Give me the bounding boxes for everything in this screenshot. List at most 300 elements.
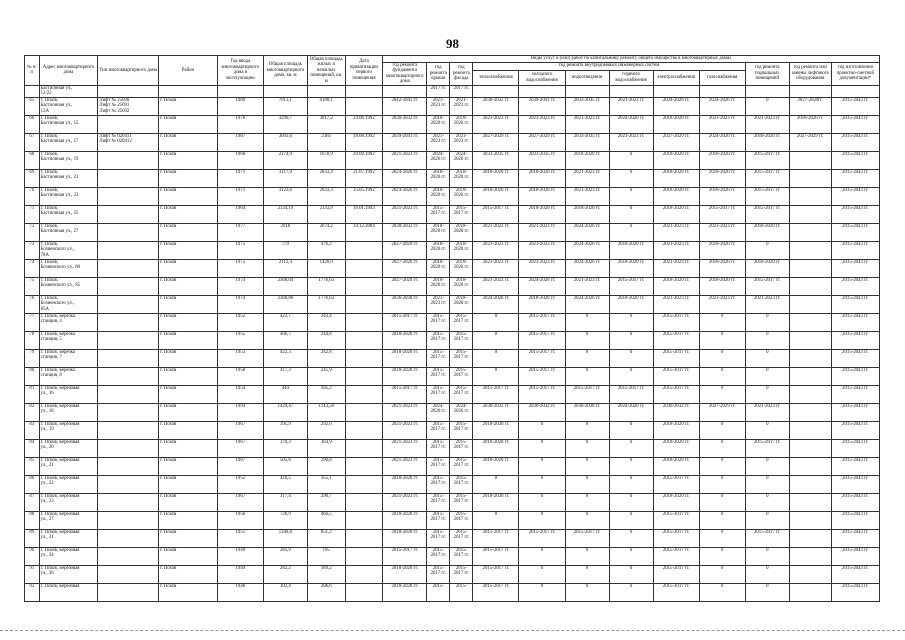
cell-gas: 2021-2023 гг. [699,295,745,313]
cell-basement: 0 [745,367,789,385]
cell-living: 2833,3 [307,187,345,205]
cell-elec: 2021-2023 гг. [653,241,699,259]
cell-living: 2133,8 [307,205,345,223]
cell-heat: 2018-2020 гг. [473,457,519,475]
cell-total: 2918 [263,223,307,241]
cell-foundation: 2036-2038 гг. [383,295,427,313]
cell-living: 296,7 [307,493,345,511]
cell-heat: 2021-2023 гг. [473,223,519,241]
cell-elevator [789,349,831,367]
cell-cold: 0 [519,565,565,583]
cell-hot: 0 [609,187,653,205]
cell-foundation: 2018-2020 гг. [383,475,427,493]
cell-cold: 2015-2017 гг. [519,385,565,403]
cell-num: 89 [25,529,40,547]
header-drainage: водоотведения [565,70,609,85]
cell-facade: 2018-2020 гг. [450,223,473,241]
cell-facade: 2018-2020 гг. [450,187,473,205]
cell-gas: 2018-2020 гг. [699,151,745,169]
cell-cold [519,85,565,97]
cell-line: Лифт № 25690 [99,97,130,103]
cell-year: 1967 [217,421,263,439]
cell-living: 3017,2 [307,115,345,133]
cell-living: 1420,6 [307,259,345,277]
cell-psd: 2015-2043 гг. [831,547,879,565]
table-row [25,529,880,547]
cell-year: 1967 [217,439,263,457]
table-row [25,457,880,475]
cell-facade: 2015-2017 гг. [450,349,473,367]
cell-priv [345,241,383,259]
cell-elevator [789,457,831,475]
cell-line: станция, 8 [40,373,62,379]
table-row [25,439,880,457]
cell-total: 2112,4 [263,259,307,277]
cell-foundation: 2021-2023 гг. [383,439,427,457]
cell-basement: 2018-2020 гг. [745,133,789,151]
cell-hot: 0 [609,475,653,493]
cell-heat: 2024-2026 гг. [473,295,519,313]
page-bottom-edge [0,630,905,631]
cell-total: 3117,9 [263,169,307,187]
cell-facade: 2015-2017 гг. [450,565,473,583]
cell-priv [345,583,383,601]
table-row [25,313,880,331]
cell-facade: 2015-2017 гг. [450,367,473,385]
cell-cold: 0 [519,475,565,493]
cell-psd: 2015-2043 гг. [831,97,879,115]
cell-living: 1678,9 [307,151,345,169]
cell-num: 91 [25,565,40,583]
cell-gas: 0 [699,331,745,349]
cell-address [39,97,98,115]
cell-hot: 0 [609,529,653,547]
cell-line: ул., 19 [40,427,54,433]
cell-basement: 2018-2020 гг. [745,259,789,277]
cell-heat: 2021-2023 гг. [473,259,519,277]
cell-roof: 2024-2026 гг. [427,151,450,169]
table-row [25,277,880,295]
cell-priv: 25.05.1992 [345,187,383,205]
cell-cold: 0 [519,421,565,439]
cell-address [39,439,98,457]
cell-elevator [789,439,831,457]
cell-line: станция, 7 [40,355,62,361]
cell-elevator [789,169,831,187]
cell-basement: 2015-2017 гг. [745,205,789,223]
cell-elec: 2021-2023 гг. [653,295,699,313]
cell-cold: 2018-2020 гг. [519,205,565,223]
cell-gas: 0 [699,565,745,583]
cell-line: станция, 5 [40,337,62,343]
cell-hot: 2015-2017 гг. [609,385,653,403]
cell-heat: 2021-2023 гг. [473,115,519,133]
cell-heat: 2027-2029 гг. [473,133,519,151]
cell-elevator [789,493,831,511]
cell-cold: 2018-2020 гг. [519,169,565,187]
cell-cold: 2018-2020 гг. [519,187,565,205]
cell-hot: 2018-2020 гг. [609,259,653,277]
cell-basement: 2015-2017 гг. [745,529,789,547]
cell-gas: 0 [699,529,745,547]
cell-gas: 0 [699,475,745,493]
cell-district: г. Псков [159,511,218,529]
cell-foundation: 2015-2017 гг. [383,313,427,331]
cell-basement: 2015-2017 гг. [745,439,789,457]
cell-basement: 2021-2023 гг. [745,403,789,421]
cell-hot [609,85,653,97]
cell-facade: 2015-2017 гг. [450,511,473,529]
cell-elec: 2021-2023 гг. [653,223,699,241]
table-row [25,511,880,529]
cell-total: 505,6 [263,457,307,475]
header-roof: год ремонта крыши [427,62,450,85]
cell-elevator [789,187,831,205]
cell-heat: 2018-2020 гг. [473,169,519,187]
cell-basement: 0 [745,385,789,403]
table-row [25,85,880,97]
cell-priv [345,403,383,421]
header-heat: теплоснабжения [473,70,519,85]
cell-line: г. Псков, Березка [40,367,75,373]
cell-drain: 0 [565,331,609,349]
cell-district: г. Псков [159,277,218,295]
cell-living: 2833,4 [307,169,345,187]
cell-type [98,331,159,349]
cell-hot: 0 [609,547,653,565]
cell-basement: 0 [745,241,789,259]
header-total-area: Общая площадь многоквартирного дома, кв. м [263,56,307,86]
cell-psd: 2015-2043 гг. [831,421,879,439]
cell-living: 206,6 [307,583,345,601]
cell-type [98,133,159,151]
cell-address [39,205,98,223]
cell-district: г. Псков [159,295,218,313]
cell-basement: 0 [745,97,789,115]
cell-total: 317,4 [263,493,307,511]
header-num: № п/п [25,56,40,86]
cell-psd: 2015-2043 гг. [831,583,879,601]
cell-drain: 0 [565,493,609,511]
cell-num: 92 [25,583,40,601]
cell-facade: 2018-2020 гг. [450,169,473,187]
cell-year: 1953 [217,349,263,367]
cell-elevator [789,313,831,331]
cell-foundation: 2030-2032 гг. [383,223,427,241]
cell-psd: 2015-2043 гг. [831,475,879,493]
cell-elevator [789,241,831,259]
cell-line: г. Псков, Березовая [40,457,80,463]
cell-gas: 0 [699,439,745,457]
cell-foundation: 2024-2026 гг. [383,169,427,187]
cell-living: 6180,1 [307,97,345,115]
cell-living: 243,4 [307,313,345,331]
cell-roof: 2015-2017 гг. [427,439,450,457]
cell-heat: 2033-2035 гг. [473,151,519,169]
cell-elec: 2015-2017 гг. [653,385,699,403]
cell-heat: 2015-2017 гг. [473,547,519,565]
cell-type [98,583,159,601]
cell-type [98,223,159,241]
cell-address [39,223,98,241]
cell-roof: 2021-2023 гг. [427,133,450,151]
cell-drain [565,85,609,97]
cell-hot: 0 [609,151,653,169]
cell-hot: 2021-2023 гг. [609,97,653,115]
cell-address [39,85,98,97]
cell-gas: 0 [699,421,745,439]
cell-num: 90 [25,547,40,565]
cell-hot: 0 [609,583,653,601]
cell-roof: 2017 гг. [427,85,450,97]
cell-type [98,367,159,385]
cell-year: 1989 [217,97,263,115]
cell-heat: 0 [473,349,519,367]
cell-address [39,583,98,601]
cell-address [39,421,98,439]
cell-cold: 0 [519,493,565,511]
cell-hot: 0 [609,367,653,385]
table-row [25,385,880,403]
cell-cold: 2015-2017 гг. [519,331,565,349]
cell-line: 13А [40,108,49,114]
cell-psd [831,85,879,97]
cell-total: 3290,7 [263,115,307,133]
cell-roof: 2015-2017 гг. [427,205,450,223]
cell-roof: 2015-2017 гг. [427,493,450,511]
cell-type [98,85,159,97]
table-row [25,133,880,151]
cell-line: Бастионная ул., 23 [40,193,79,199]
cell-district: г. Псков [159,493,218,511]
cell-priv [345,349,383,367]
cell-elec: 2021-2023 гг. [653,259,699,277]
cell-psd: 2015-2043 гг. [831,439,879,457]
cell-living: 242,8 [307,349,345,367]
cell-cold: 0 [519,511,565,529]
cell-district [159,85,218,97]
cell-priv [345,457,383,475]
cell-heat: 0 [473,367,519,385]
cell-roof: 2015-2017 гг. [427,331,450,349]
cell-line: ул., 23 [40,499,54,505]
cell-type [98,313,159,331]
cell-gas: 2018-2020 гг. [699,169,745,187]
cell-psd: 2015-2043 гг. [831,457,879,475]
cell-total: 406,7 [263,331,307,349]
cell-num: 88 [25,511,40,529]
cell-line: Бастионная ул., 21 [40,175,79,181]
cell-gas: 2015-2017 гг. [699,205,745,223]
cell-heat: 2018-2020 гг. [473,439,519,457]
cell-line: Лифт № 25691 [99,103,130,109]
cell-hot: 0 [609,205,653,223]
cell-heat: 2015-2017 гг. [473,583,519,601]
cell-line: ул., 22 [40,481,54,487]
cell-district: г. Псков [159,259,218,277]
cell-foundation: 2027-2029 гг. [383,277,427,295]
cell-line: г. Псков, Березовая [40,475,80,481]
cell-cold: 0 [519,439,565,457]
cell-line: г. Псков, Березка [40,313,75,319]
cell-psd: 2015-2043 гг. [831,277,879,295]
cell-psd: 2015-2043 гг. [831,205,879,223]
cell-facade: 2018-2020 гг. [450,259,473,277]
cell-line: Бастионная ул., 17 [40,139,79,145]
cell-line: Бастионная ул., 27 [40,229,79,235]
cell-line: г. Псков, [40,241,59,247]
cell-total [263,85,307,97]
cell-elec: 2018-2020 гг. [653,115,699,133]
cell-year: 1958 [217,367,263,385]
cell-facade: 2024-2026 гг. [450,151,473,169]
cell-address [39,151,98,169]
header-district: Район [159,56,218,86]
cell-living: 2385 [307,133,345,151]
cell-living: 355,1 [307,475,345,493]
cell-heat [473,85,519,97]
cell-type [98,403,159,421]
cell-facade: 2021-2023 гг. [450,97,473,115]
cell-hot: 0 [609,493,653,511]
cell-living: 245,9 [307,367,345,385]
cell-address [39,367,98,385]
capital-repair-table [24,55,880,602]
cell-cold: 2030-2032 гг. [519,403,565,421]
cell-line: Бастионная ул., 15 [40,121,79,127]
cell-foundation: 2015-2017 гг. [383,547,427,565]
cell-living: 1143,58 [307,403,345,421]
cell-roof: 2018-2020 гг. [427,277,450,295]
cell-line: г. Псков, Березовая [40,511,80,517]
cell-year: 1975 [217,259,263,277]
cell-facade: 2015-2017 гг. [450,421,473,439]
cell-living: 195 [307,547,345,565]
cell-elec: 2018-2020 гг. [653,439,699,457]
table-row [25,169,880,187]
cell-roof: 2018-2020 гг. [427,223,450,241]
cell-priv [345,565,383,583]
cell-line: г. Псков, [40,223,59,229]
cell-psd: 2015-2043 гг. [831,511,879,529]
cell-type [98,205,159,223]
cell-drain: 2024-2026 гг. [565,241,609,259]
cell-type [98,241,159,259]
cell-foundation: 2018-2020 гг. [383,529,427,547]
cell-foundation: 2018-2020 гг. [383,565,427,583]
cell-elevator [789,565,831,583]
cell-type [98,277,159,295]
cell-foundation: 2021-2023 гг. [383,457,427,475]
header-elevator: год ремонта или замены лифтового оборудования [789,62,831,85]
cell-district: г. Псков [159,385,218,403]
cell-address [39,547,98,565]
header-year-commission: Год ввода многоквартирного дома в эксплуатацию [217,56,263,86]
cell-gas: 2018-2020 гг. [699,277,745,295]
cell-line: г. Псков, [40,169,59,175]
cell-total: 3122,6 [263,187,307,205]
header-living-area: Общая площадь жилых и нежилых помещений, кв. м [307,56,345,86]
cell-type [98,187,159,205]
cell-foundation: 2027-2029 гг. [383,259,427,277]
cell-psd: 2015-2043 гг. [831,349,879,367]
cell-elec: 2015-2017 гг. [653,583,699,601]
cell-line: г. Псков, Березка [40,331,75,337]
cell-elec: 2024-2026 гг. [653,97,699,115]
cell-cold: 0 [519,583,565,601]
cell-facade: 2015-2017 гг. [450,475,473,493]
cell-line: г. Псков, Березовая [40,565,80,571]
cell-hot: 2018-2020 гг. [609,295,653,313]
cell-gas: 2024-2026 гг. [699,97,745,115]
cell-total: 379,3 [263,439,307,457]
cell-roof: 2018-2020 гг. [427,259,450,277]
cell-roof: 2015-2017 гг. [427,457,450,475]
cell-address [39,241,98,259]
cell-facade: 2015-2017 гг. [450,385,473,403]
cell-year: 1974 [217,295,263,313]
cell-hot: 0 [609,421,653,439]
cell-living: 476,2 [307,241,345,259]
cell-line: г. Псков, [40,115,59,121]
cell-cold: 0 [519,547,565,565]
cell-roof: 2015-2017 гг. [427,349,450,367]
cell-priv [345,313,383,331]
cell-facade: 2015-2017 гг. [450,439,473,457]
cell-line: Бастионная ул., [40,85,73,91]
cell-elec: 2018-2020 гг. [653,277,699,295]
cell-line: г. Псков, Березовая [40,439,80,445]
cell-district: г. Псков [159,547,218,565]
table-row [25,223,880,241]
cell-type [98,115,159,133]
cell-year: 1967 [217,493,263,511]
cell-line: 78А [40,252,49,258]
cell-foundation: 2018-2020 гг. [383,349,427,367]
cell-type [98,529,159,547]
cell-hot: 0 [609,313,653,331]
cell-psd: 2015-2043 гг. [831,565,879,583]
cell-drain: 2033-2035 гг. [565,97,609,115]
cell-line: г. Псков, Березовая [40,583,80,589]
cell-elec: 2015-2017 гг. [653,565,699,583]
cell-year: 1955 [217,331,263,349]
cell-roof: 2024-2026 гг. [427,403,450,421]
cell-foundation: 2021-2023 гг. [383,493,427,511]
cell-facade: 2015- [450,583,473,601]
cell-num: 87 [25,493,40,511]
cell-drain: 2018-2020 гг. [565,151,609,169]
cell-gas: 0 [699,385,745,403]
header-internal-group: год ремонта внутридомовых инженерных систем [473,62,745,70]
cell-line: ул., 21 [40,463,54,469]
cell-line: ул., 34 [40,553,54,559]
cell-drain: 2024-2026 гг. [565,259,609,277]
cell-priv [345,385,383,403]
cell-elec: 2027-2029 гг. [653,133,699,151]
cell-drain: 2021-2023 гг. [565,277,609,295]
cell-psd: 2015-2043 гг. [831,313,879,331]
cell-elevator [789,385,831,403]
table-row [25,403,880,421]
cell-total: 2368,84 [263,277,307,295]
cell-foundation: 2039-2041 гг. [383,133,427,151]
cell-drain: 0 [565,367,609,385]
cell-num: 85 [25,457,40,475]
cell-foundation: 2018-2020 гг. [383,583,427,601]
cell-heat: 2015-2017 гг. [473,529,519,547]
cell-roof: 2015-2017 гг. [427,475,450,493]
